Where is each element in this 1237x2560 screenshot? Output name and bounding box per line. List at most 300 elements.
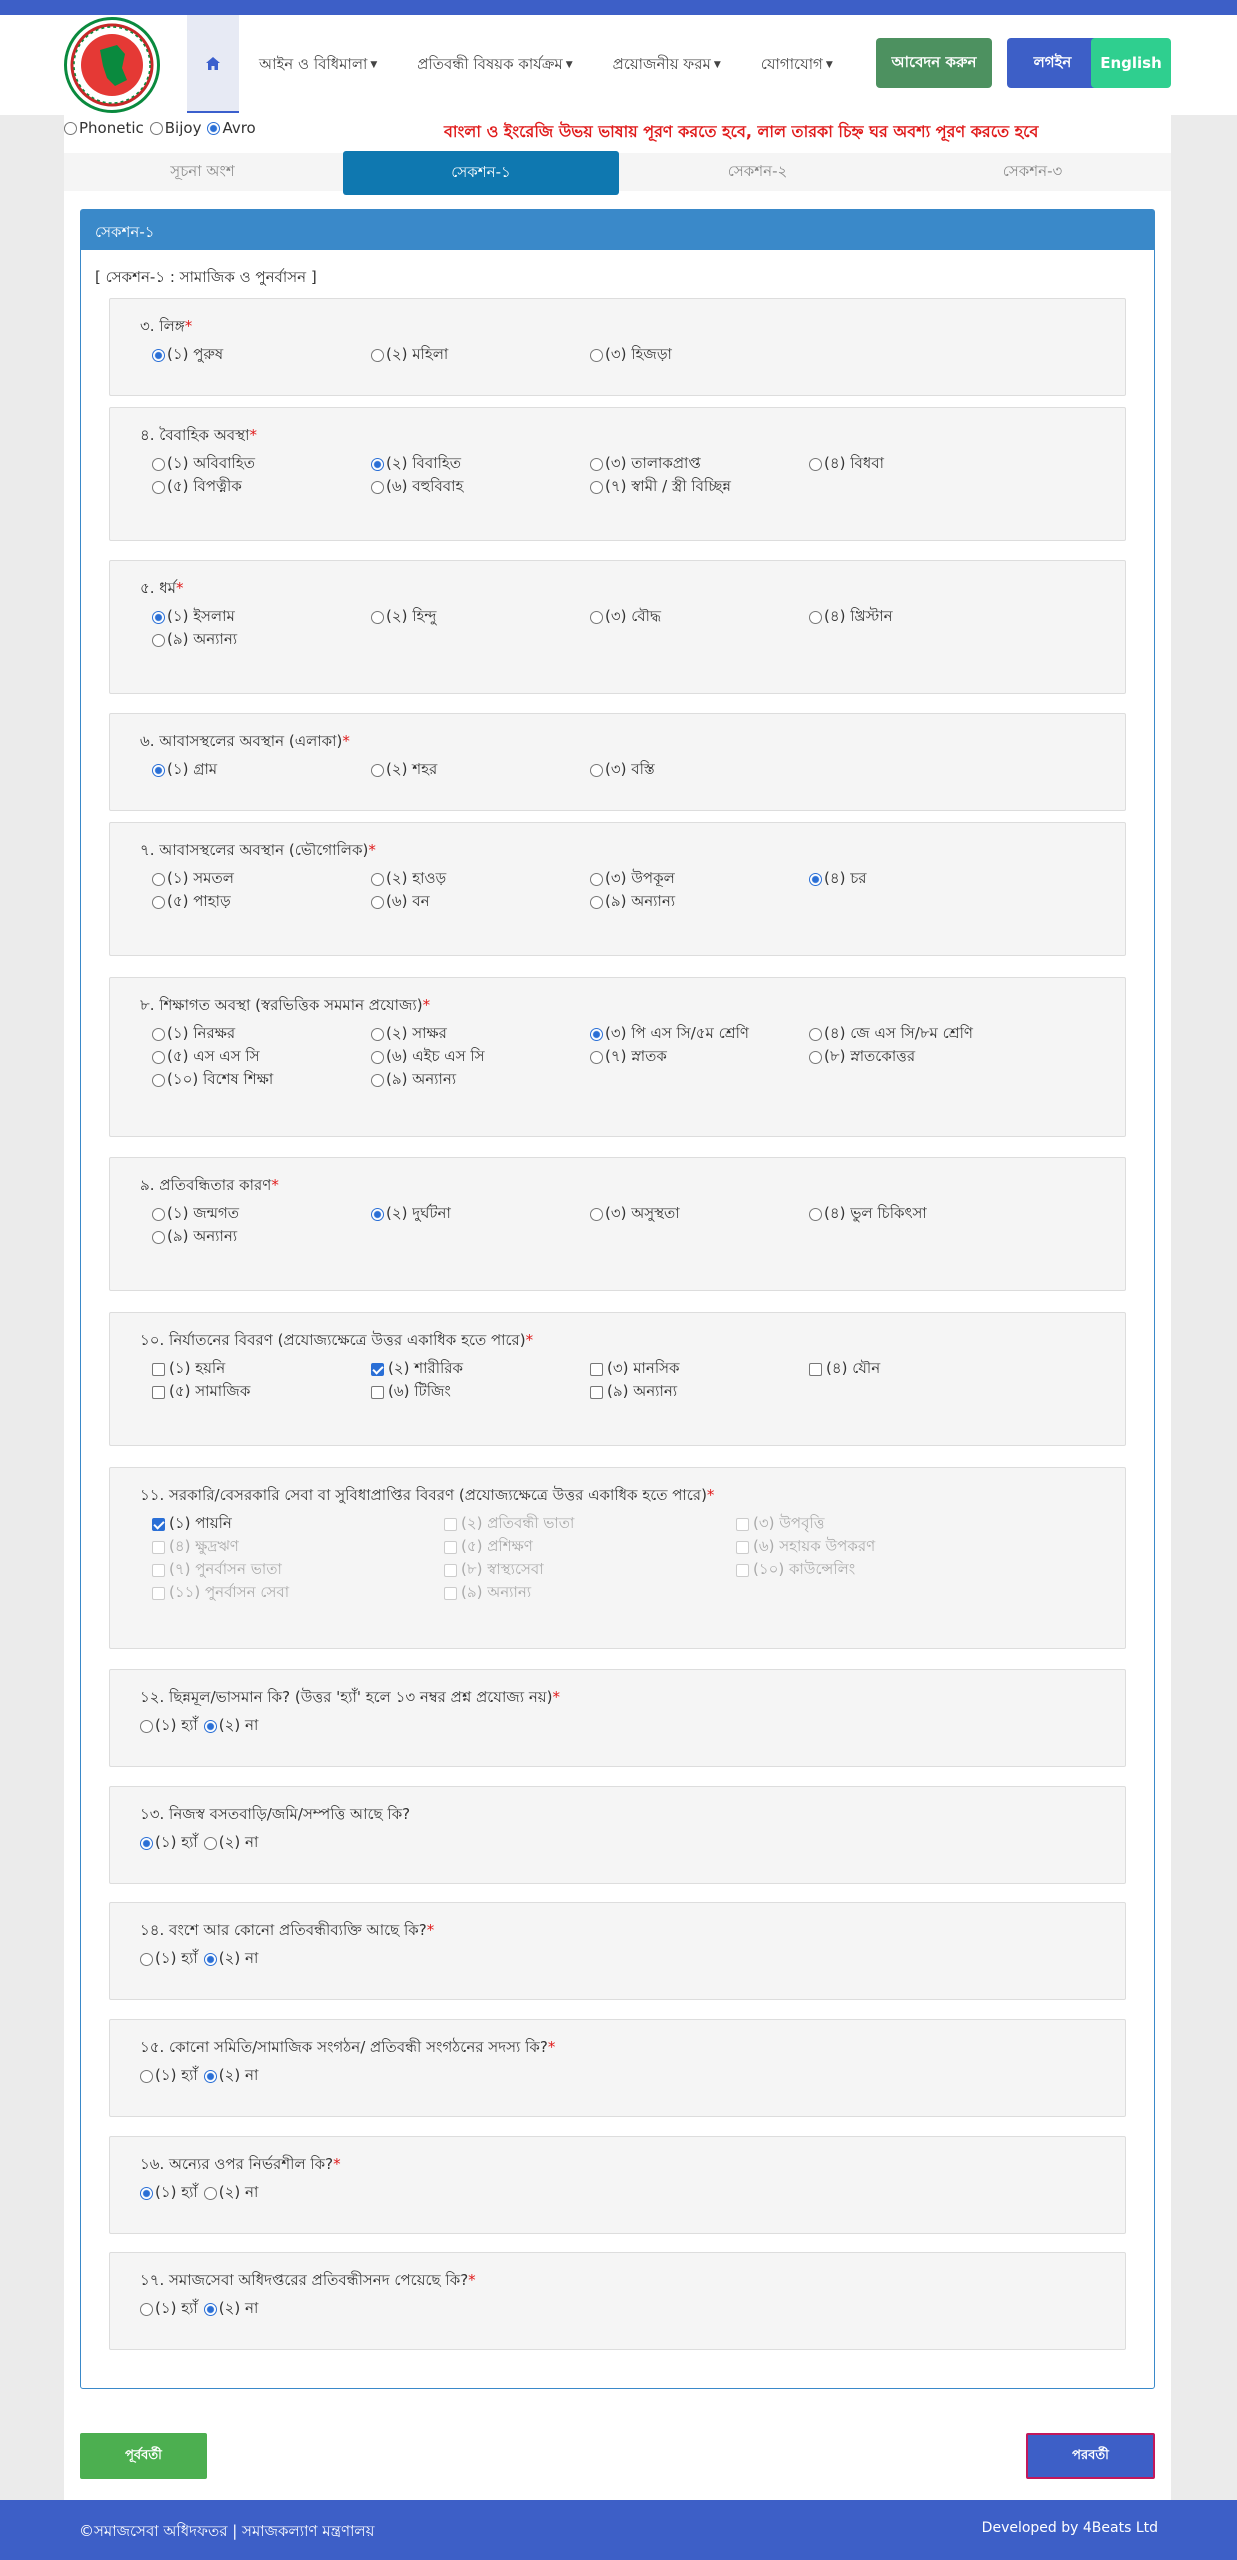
option-label: (১) নিরক্ষর	[167, 1024, 236, 1042]
panel-heading: সেকশন-১	[81, 210, 1154, 250]
question-title-text: ৬. আবাসস্থলের অবস্থান (এলাকা)	[140, 732, 343, 750]
question-title	[140, 1919, 1125, 1944]
required-star: *	[333, 2155, 341, 2173]
radio-button[interactable]	[204, 1837, 217, 1850]
required-star: *	[426, 1921, 435, 1939]
question-title-text: ১৫. কোনো সমিতি/সামাজিক সংগঠন/ প্রতিবন্ধী সংগঠনের সদস্য কি?	[140, 2038, 548, 2056]
question-box	[109, 1902, 1126, 2000]
option-item[interactable]	[371, 476, 590, 499]
question-title	[140, 1686, 1125, 1711]
radio-button[interactable]	[152, 481, 165, 494]
option-label: (১১) পুনর্বাসন সেবা	[169, 1583, 290, 1601]
question-title	[140, 2153, 1125, 2178]
required-star: *	[547, 2038, 556, 2056]
radio-button[interactable]	[371, 896, 384, 909]
radio-button[interactable]	[371, 349, 384, 362]
radio-button[interactable]	[152, 1028, 165, 1041]
option-item[interactable]	[590, 344, 809, 367]
nav-laws-label: আইন ও বিধিমালা	[259, 54, 368, 73]
radio-button[interactable]	[152, 896, 165, 909]
radio-button[interactable]	[204, 1953, 217, 1966]
option-label: (২) মহিলা	[386, 345, 449, 363]
radio-button[interactable]	[152, 1231, 165, 1244]
option-item[interactable]	[140, 2298, 198, 2321]
question-title	[140, 1174, 1125, 1199]
option-item[interactable]	[204, 2182, 259, 2205]
option-item[interactable]	[204, 1948, 259, 1971]
option-label: (৭) স্বামী / স্ত্রী বিচ্ছিন্ন	[605, 477, 731, 495]
option-label: (৪) ক্ষুদ্রঋণ	[169, 1537, 239, 1555]
option-label: (২) না	[218, 2183, 259, 2201]
option-item[interactable]	[590, 453, 809, 476]
required-star: *	[184, 317, 193, 335]
option-label: (২) না	[218, 2299, 259, 2317]
option-item[interactable]	[371, 868, 590, 891]
option-item[interactable]	[371, 606, 590, 629]
option-item[interactable]	[371, 1023, 590, 1046]
radio-button[interactable]	[590, 896, 603, 909]
option-label: (৪) ভুল চিকিৎসা	[824, 1204, 927, 1222]
checkbox[interactable]	[590, 1363, 603, 1376]
option-item[interactable]	[152, 1226, 371, 1249]
section-panel	[80, 209, 1155, 2389]
option-label: (৯) অন্যান্য	[607, 1382, 678, 1400]
option-item[interactable]	[371, 759, 590, 782]
option-item[interactable]	[152, 1069, 371, 1092]
checkbox[interactable]	[371, 1386, 384, 1399]
government-logo[interactable]	[64, 17, 160, 113]
previous-button[interactable]: পূর্ববর্তী	[80, 2433, 207, 2479]
radio-button[interactable]	[371, 1074, 384, 1087]
option-item[interactable]	[590, 1023, 809, 1046]
option-item	[152, 1536, 444, 1559]
radio-button[interactable]	[590, 1051, 603, 1064]
checkbox	[152, 1541, 165, 1554]
question-title-text: ৮. শিক্ষাগত অবস্থা (স্বরভিত্তিক সমমান প্রযোজ্য)	[140, 996, 423, 1014]
option-label: (৩) পি এস সি/৫ম শ্রেণি	[605, 1024, 749, 1042]
radio-button[interactable]	[371, 1028, 384, 1041]
option-label: (৬) বহুবিবাহ	[386, 477, 464, 495]
question-title-text: ১০. নির্যাতনের বিবরণ (প্রযোজ্যক্ষেত্রে উত্তর একাধিক হতে পারে)	[140, 1331, 526, 1349]
required-star: *	[176, 579, 184, 597]
option-item[interactable]	[371, 891, 590, 914]
option-item[interactable]	[204, 1715, 259, 1738]
question-box	[109, 298, 1126, 396]
apply-button[interactable]: আবেদন করুন	[876, 38, 992, 88]
option-item[interactable]	[809, 868, 1028, 891]
option-item[interactable]	[809, 1023, 1028, 1046]
option-label: (৪) যৌন	[826, 1359, 881, 1377]
radio-button[interactable]	[152, 349, 165, 362]
option-label: (১) পায়নি	[169, 1514, 232, 1532]
option-label: (৮) স্বাস্থ্যসেবা	[461, 1560, 544, 1578]
radio-button[interactable]	[371, 481, 384, 494]
login-button[interactable]: লগইন	[1007, 38, 1098, 88]
option-item	[152, 1582, 444, 1605]
radio-button[interactable]	[204, 1720, 217, 1733]
option-item[interactable]	[152, 476, 371, 499]
option-item[interactable]	[140, 1948, 198, 1971]
option-group	[140, 759, 1125, 782]
checkbox	[152, 1564, 165, 1577]
option-label: (৯) অন্যান্য	[461, 1583, 532, 1601]
option-label: (৯) অন্যান্য	[605, 892, 676, 910]
question-box	[109, 2136, 1126, 2234]
option-label: (৬) টিজিং	[388, 1382, 451, 1400]
question-title	[140, 994, 1125, 1019]
option-label: (১) জন্মগত	[167, 1204, 240, 1222]
question-box	[109, 822, 1126, 956]
radio-button[interactable]	[152, 458, 165, 471]
question-box	[109, 2252, 1126, 2350]
option-item[interactable]	[809, 453, 1028, 476]
question-title-text: ১৩. নিজস্ব বসতবাড়ি/জমি/সম্পত্তি আছে কি?	[140, 1805, 411, 1823]
nav-home[interactable]	[187, 15, 239, 115]
radio-button[interactable]	[207, 122, 220, 135]
option-item[interactable]	[152, 1358, 371, 1381]
tab-section-3[interactable]: সেকশন-৩	[1002, 161, 1063, 180]
option-item[interactable]	[809, 1203, 1028, 1226]
option-group	[140, 1948, 1125, 1971]
radio-button[interactable]	[152, 1208, 165, 1221]
option-item[interactable]	[371, 1203, 590, 1226]
option-group	[140, 1358, 1125, 1404]
radio-button[interactable]	[371, 1208, 384, 1221]
option-group	[140, 2298, 1125, 2321]
radio-button[interactable]	[140, 2303, 153, 2316]
option-item[interactable]	[371, 1069, 590, 1092]
tab-section-1[interactable]: সেকশন-১	[343, 151, 619, 195]
option-item	[736, 1559, 1028, 1582]
option-label: (২) না	[218, 1716, 259, 1734]
required-star: *	[368, 841, 376, 859]
tab-intro[interactable]: সূচনা অংশ	[170, 161, 235, 180]
option-item[interactable]	[371, 1381, 590, 1404]
option-item[interactable]	[152, 1513, 444, 1536]
option-item[interactable]	[371, 453, 590, 476]
option-group	[140, 453, 1125, 499]
option-label: (২) না	[218, 1949, 259, 1967]
radio-button[interactable]	[140, 2070, 153, 2083]
option-item[interactable]	[809, 1046, 1028, 1069]
required-star: *	[706, 1486, 715, 1504]
question-title	[140, 424, 1125, 449]
question-title-text: ৩. লিঙ্গ	[140, 317, 185, 335]
top-accent-bar	[0, 0, 1237, 15]
radio-button[interactable]	[809, 611, 822, 624]
radio-button[interactable]	[590, 349, 603, 362]
checkbox[interactable]	[152, 1363, 165, 1376]
option-item	[444, 1559, 736, 1582]
nav-programs[interactable]	[397, 53, 592, 78]
option-item[interactable]	[140, 2182, 198, 2205]
option-item[interactable]	[590, 1046, 809, 1069]
radio-button[interactable]	[204, 2187, 217, 2200]
required-star: *	[422, 996, 431, 1014]
radio-button[interactable]	[809, 1028, 822, 1041]
radio-button[interactable]	[152, 1074, 165, 1087]
option-item[interactable]	[590, 759, 809, 782]
tab-section-2[interactable]: সেকশন-২	[727, 161, 788, 180]
checkbox	[152, 1587, 165, 1600]
site-header	[0, 15, 1237, 115]
keyboard-avro[interactable]	[207, 119, 255, 137]
nav-contact-label: যোগাযোগ	[760, 54, 823, 73]
option-label: (৩) অসুস্থতা	[605, 1204, 680, 1222]
option-item[interactable]	[152, 1046, 371, 1069]
option-label: (২) সাক্ষর	[386, 1024, 447, 1042]
option-label: (৯) অন্যান্য	[167, 1227, 238, 1245]
radio-button[interactable]	[371, 873, 384, 886]
checkbox[interactable]	[152, 1386, 165, 1399]
option-label: (৬) বন	[386, 892, 430, 910]
radio-button[interactable]	[152, 764, 165, 777]
nav-programs-label: প্রতিবন্ধী বিষয়ক কার্যক্রম	[417, 54, 563, 73]
option-label: (৩) বৌদ্ধ	[605, 607, 661, 625]
option-label: (৩) মানসিক	[607, 1359, 680, 1377]
option-label: (২) শারীরিক	[388, 1359, 464, 1377]
option-item[interactable]	[140, 1715, 198, 1738]
required-star: *	[271, 1176, 279, 1194]
option-label: (১) পুরুষ	[167, 345, 224, 363]
option-label: (২) বিবাহিত	[386, 454, 461, 472]
option-group	[140, 1832, 1125, 1855]
option-item[interactable]	[152, 891, 371, 914]
option-item[interactable]	[152, 629, 371, 652]
option-item[interactable]	[204, 2298, 259, 2321]
question-title-text: ১৭. সমাজসেবা অধিদপ্তরের প্রতিবন্ধীসনদ পেয়েছে কি?	[140, 2271, 469, 2289]
radio-button[interactable]	[140, 1720, 153, 1733]
question-box	[109, 407, 1126, 541]
option-label: (৯) অন্যান্য	[386, 1070, 457, 1088]
section-subtitle: [ সেকশন-১ : সামাজিক ও পুনর্বাসন ]	[95, 268, 317, 286]
option-group	[140, 868, 1125, 914]
option-item[interactable]	[152, 344, 371, 367]
option-item[interactable]	[590, 1381, 809, 1404]
option-item	[736, 1536, 1028, 1559]
nav-forms-label: প্রয়োজনীয় ফরম	[612, 54, 711, 73]
question-title	[140, 839, 1125, 864]
checkbox	[444, 1587, 457, 1600]
option-item[interactable]	[590, 1203, 809, 1226]
option-label: (৭) স্নাতক	[605, 1047, 667, 1065]
keyboard-bijoy-label: Bijoy	[164, 119, 202, 137]
checkbox[interactable]	[152, 1518, 165, 1531]
question-title-text: ৯. প্রতিবন্ধিতার কারণ	[140, 1176, 272, 1194]
question-box	[109, 977, 1126, 1137]
nav-laws[interactable]	[239, 53, 397, 78]
keyboard-phonetic-label: Phonetic	[79, 119, 144, 137]
radio-button[interactable]	[371, 611, 384, 624]
checkbox	[736, 1564, 749, 1577]
radio-button[interactable]	[371, 1051, 384, 1064]
keyboard-bijoy[interactable]	[150, 119, 202, 137]
option-item	[444, 1536, 736, 1559]
option-item[interactable]	[590, 868, 809, 891]
option-item[interactable]	[152, 453, 371, 476]
option-label: (৬) এইচ এস সি	[386, 1047, 485, 1065]
radio-button[interactable]	[590, 764, 603, 777]
radio-button[interactable]	[590, 1208, 603, 1221]
radio-button[interactable]	[204, 2303, 217, 2316]
option-item[interactable]	[809, 1358, 1028, 1381]
option-item[interactable]	[371, 1046, 590, 1069]
question-box	[109, 1669, 1126, 1767]
radio-button[interactable]	[152, 1051, 165, 1064]
option-label: (৯) অন্যান্য	[167, 630, 238, 648]
option-item[interactable]	[152, 606, 371, 629]
radio-button[interactable]	[152, 611, 165, 624]
option-item[interactable]	[152, 759, 371, 782]
option-label: (২) প্রতিবন্ধী ভাতা	[461, 1514, 575, 1532]
radio-button[interactable]	[152, 634, 165, 647]
question-title-text: ৫. ধর্ম	[140, 579, 177, 597]
checkbox[interactable]	[371, 1363, 384, 1376]
radio-button[interactable]	[140, 1953, 153, 1966]
radio-button[interactable]	[371, 458, 384, 471]
question-title-text: ৪. বৈবাহিক অবস্থা	[140, 426, 250, 444]
option-label: (৫) সামাজিক	[169, 1382, 251, 1400]
option-label: (২) না	[218, 1833, 259, 1851]
option-label: (৩) হিজড়া	[605, 345, 672, 363]
question-title	[140, 730, 1125, 755]
option-item[interactable]	[140, 2065, 198, 2088]
option-label: (২) না	[218, 2066, 259, 2084]
option-label: (৩) উপবৃত্তি	[753, 1514, 825, 1532]
radio-button[interactable]	[590, 873, 603, 886]
option-item	[736, 1513, 1028, 1536]
required-star: *	[249, 426, 257, 444]
option-label: (৩) উপকূল	[605, 869, 675, 887]
option-item[interactable]	[152, 868, 371, 891]
option-label: (২) দুর্ঘটনা	[386, 1204, 451, 1222]
checkbox	[444, 1541, 457, 1554]
option-item[interactable]	[152, 1381, 371, 1404]
required-star: *	[525, 1331, 534, 1349]
section-tabs	[64, 153, 1171, 191]
question-title	[140, 1484, 1125, 1509]
keyboard-selector	[64, 119, 262, 137]
option-label: (১০) কাউন্সেলিং	[753, 1560, 856, 1578]
option-label: (১) সমতল	[167, 869, 234, 887]
radio-button[interactable]	[590, 481, 603, 494]
option-label: (২) হাওড়	[386, 869, 447, 887]
radio-button[interactable]	[590, 1028, 603, 1041]
radio-button[interactable]	[590, 611, 603, 624]
option-group	[140, 1715, 1125, 1738]
option-label: (১) হ্যাঁ	[155, 1833, 198, 1851]
question-title-text: ১১. সরকারি/বেসরকারি সেবা বা সুবিধাপ্রাপ্তির বিবরণ (প্রযোজ্যক্ষেত্রে উত্তর একাধিক হতে পারে)	[140, 1486, 707, 1504]
site-footer	[0, 2500, 1237, 2560]
option-group	[140, 606, 1125, 652]
checkbox	[444, 1564, 457, 1577]
option-label: (১) হয়নি	[169, 1359, 226, 1377]
radio-button[interactable]	[152, 873, 165, 886]
option-item[interactable]	[590, 476, 809, 499]
option-item[interactable]	[152, 1203, 371, 1226]
option-group	[140, 2065, 1125, 2088]
option-item[interactable]	[590, 891, 809, 914]
option-group	[140, 344, 1125, 367]
checkbox	[736, 1518, 749, 1531]
option-label: (১) ইসলাম	[167, 607, 235, 625]
required-star: *	[552, 1688, 560, 1706]
radio-button[interactable]	[590, 458, 603, 471]
option-label: (৫) প্রশিক্ষণ	[461, 1537, 533, 1555]
option-item	[152, 1559, 444, 1582]
option-label: (৪) খ্রিস্টান	[824, 607, 893, 625]
option-item[interactable]	[590, 1358, 809, 1381]
required-star: *	[468, 2271, 476, 2289]
option-label: (৭) পুনর্বাসন ভাতা	[169, 1560, 282, 1578]
radio-button[interactable]	[64, 122, 77, 135]
radio-button[interactable]	[140, 2187, 153, 2200]
option-item[interactable]	[204, 2065, 259, 2088]
option-item[interactable]	[590, 606, 809, 629]
form-notice: বাংলা ও ইংরেজি উভয় ভাষায় পূরণ করতে হবে, লাল তারকা চিহ্ন ঘর অবশ্য পূরণ করতে হবে	[444, 122, 1039, 141]
question-title	[140, 1329, 1125, 1354]
option-label: (১০) বিশেষ শিক্ষা	[167, 1070, 274, 1088]
option-label: (২) হিন্দু	[386, 607, 437, 625]
option-label: (১) হ্যাঁ	[155, 2066, 198, 2084]
option-item[interactable]	[809, 606, 1028, 629]
option-label: (৪) বিধবা	[824, 454, 884, 472]
main-nav	[187, 15, 853, 115]
radio-button[interactable]	[140, 1837, 153, 1850]
radio-button[interactable]	[371, 764, 384, 777]
option-label: (১) হ্যাঁ	[155, 1716, 198, 1734]
option-label: (৬) সহায়ক উপকরণ	[753, 1537, 876, 1555]
question-title-text: ১৪. বংশে আর কোনো প্রতিবন্ধীব্যক্তি আছে কি?	[140, 1921, 427, 1939]
option-label: (৫) বিপত্নীক	[167, 477, 242, 495]
checkbox	[444, 1518, 457, 1531]
checkbox[interactable]	[590, 1386, 603, 1399]
radio-button[interactable]	[809, 1051, 822, 1064]
radio-button[interactable]	[809, 873, 822, 886]
question-title-text: ১৬. অন্যের ওপর নির্ভরশীল কি?	[140, 2155, 334, 2173]
footer-credit: Developed by 4Beats Ltd	[981, 2520, 1158, 2536]
option-item	[444, 1513, 736, 1536]
question-box	[109, 1467, 1126, 1649]
question-title	[140, 315, 1125, 340]
option-label: (৩) তালাকপ্রাপ্ত	[605, 454, 701, 472]
question-title	[140, 577, 1125, 602]
option-label: (৪) চর	[824, 869, 867, 887]
question-title-text: ১২. ছিন্নমূল/ভাসমান কি? (উত্তর 'হ্যাঁ' হলে ১৩ নম্বর প্রশ্ন প্রযোজ্য নয়)	[140, 1688, 553, 1706]
english-button[interactable]: English	[1091, 38, 1171, 88]
nav-forms[interactable]	[593, 53, 741, 78]
option-item[interactable]	[140, 1832, 198, 1855]
home-icon	[206, 57, 220, 70]
footer-copyright: ©সমাজসেবা অধিদফতর | সমাজকল্যাণ মন্ত্রণালয়	[79, 2522, 375, 2540]
option-item[interactable]	[204, 1832, 259, 1855]
nav-contact[interactable]	[741, 53, 853, 78]
radio-button[interactable]	[150, 122, 163, 135]
keyboard-phonetic[interactable]	[64, 119, 144, 137]
option-item[interactable]	[371, 344, 590, 367]
question-box	[109, 1157, 1126, 1291]
caret-down-icon: ▼	[713, 60, 721, 70]
option-item[interactable]	[152, 1023, 371, 1046]
option-item	[444, 1582, 736, 1605]
radio-button[interactable]	[809, 458, 822, 471]
option-item[interactable]	[371, 1358, 590, 1381]
checkbox[interactable]	[809, 1363, 822, 1376]
next-button[interactable]: পরবর্তী	[1026, 2433, 1155, 2479]
radio-button[interactable]	[809, 1208, 822, 1221]
radio-button[interactable]	[204, 2070, 217, 2083]
question-title-text: ৭. আবাসস্থলের অবস্থান (ভৌগোলিক)	[140, 841, 369, 859]
